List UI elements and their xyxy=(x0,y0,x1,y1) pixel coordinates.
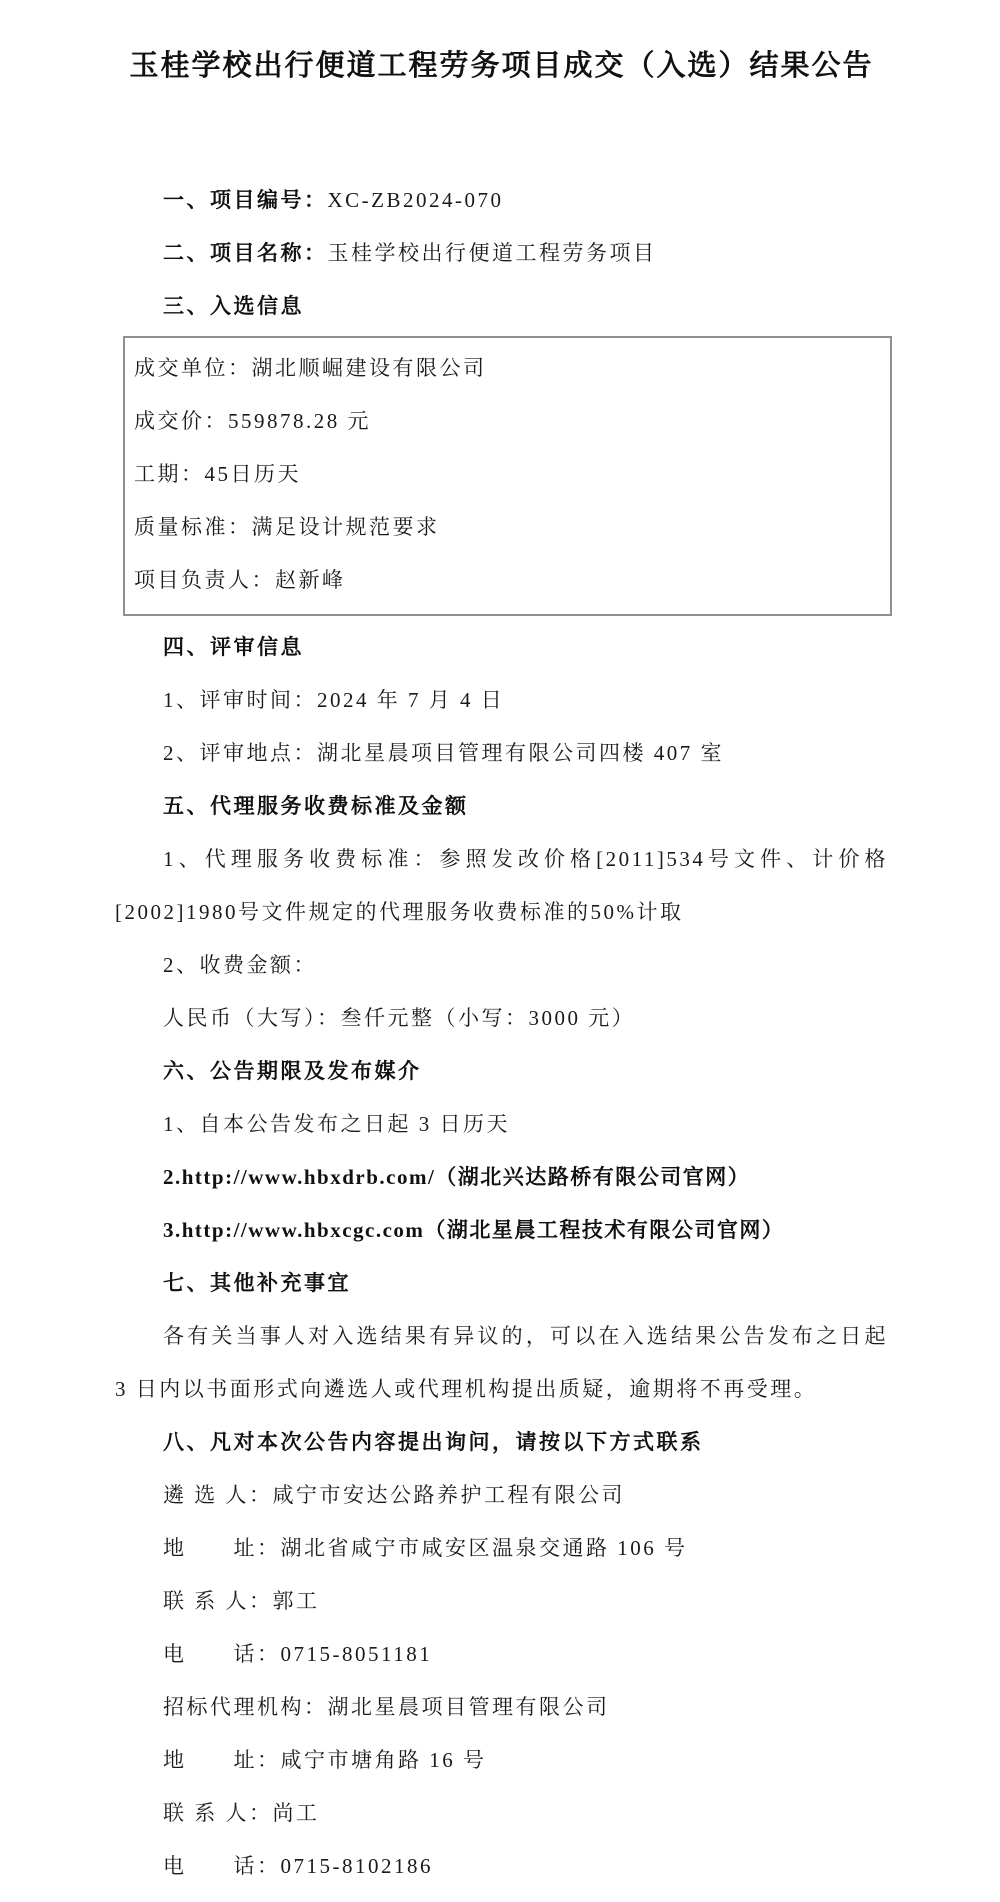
document-paragraph xyxy=(115,939,888,992)
paragraph-text: XC-ZB2024-070 xyxy=(327,188,504,212)
info-box-label: 工期： xyxy=(134,462,205,486)
info-box-value: 满足设计规范要求 xyxy=(251,515,440,539)
paragraph-heading: 二、项目名称： xyxy=(163,242,328,265)
info-box-row xyxy=(134,395,878,448)
paragraph-text: 地 址：湖北省咸宁市咸安区温泉交通路 106 号 xyxy=(163,1536,688,1560)
info-box-label: 成交价： xyxy=(134,409,228,433)
document-paragraph xyxy=(115,1045,888,1098)
info-box-value: 赵新峰 xyxy=(275,568,346,592)
document-paragraph xyxy=(115,1628,888,1681)
info-box-label: 项目负责人： xyxy=(134,568,275,592)
document-paragraph xyxy=(115,727,888,780)
paragraph-heading: 2.http://www.hbxdrb.com/（湖北兴达路桥有限公司官网） xyxy=(163,1165,751,1189)
document-paragraph xyxy=(115,227,888,280)
paragraph-heading: 一、项目编号： xyxy=(163,189,328,212)
paragraph-text: 玉桂学校出行便道工程劳务项目 xyxy=(327,241,657,265)
paragraph-text: 联 系 人：郭工 xyxy=(163,1589,320,1613)
body-paragraphs xyxy=(115,621,896,1893)
paragraph-text: 2、收费金额： xyxy=(163,953,317,977)
paragraph-text: 电 话：0715-8051181 xyxy=(163,1642,433,1666)
document-paragraph xyxy=(115,621,888,674)
document-paragraph xyxy=(115,992,888,1045)
selection-info-box xyxy=(123,336,892,616)
paragraph-text: 电 话：0715-8102186 xyxy=(163,1854,433,1878)
document-paragraph xyxy=(115,280,888,333)
info-box-label: 质量标准： xyxy=(134,515,252,539)
paragraph-heading: 六、公告期限及发布媒介 xyxy=(163,1060,422,1083)
paragraph-text: 各有关当事人对入选结果有异议的，可以在入选结果公告发布之日起 3 日内以书面形式向遴选人或代理机构提出质疑，逾期将不再受理。 xyxy=(115,1324,896,1401)
paragraph-heading: 五、代理服务收费标准及金额 xyxy=(163,795,469,818)
paragraph-heading: 3.http://www.hbxcgc.com（湖北星晨工程技术有限公司官网） xyxy=(163,1218,785,1242)
document-paragraph xyxy=(115,1840,888,1893)
info-box-value: 45日历天 xyxy=(204,462,301,486)
paragraph-heading: 四、评审信息 xyxy=(163,636,304,659)
document-paragraph xyxy=(115,1469,888,1522)
info-box-label: 成交单位： xyxy=(134,356,252,380)
paragraph-text: 1、代理服务收费标准：参照发改价格[2011]534号文件、计价格[2002]1980号文件规定的代理服务收费标准的50%计取 xyxy=(115,847,888,924)
paragraph-text: 1、自本公告发布之日起 3 日历天 xyxy=(163,1112,510,1136)
document-paragraph xyxy=(115,1734,888,1787)
paragraph-heading: 八、凡对本次公告内容提出询问，请按以下方式联系 xyxy=(163,1431,704,1454)
document-paragraph xyxy=(115,780,888,833)
paragraph-text: 人民币（大写）：叁仟元整（小写：3000 元） xyxy=(163,1006,636,1030)
intro-paragraphs xyxy=(115,174,888,333)
document-paragraph xyxy=(115,1098,888,1151)
document-paragraph xyxy=(115,1151,888,1204)
info-box-row xyxy=(134,554,878,607)
document-paragraph xyxy=(115,1522,888,1575)
document-paragraph xyxy=(115,174,888,227)
document-paragraph xyxy=(115,674,888,727)
document-paragraph xyxy=(115,833,888,939)
info-box-row xyxy=(134,448,878,501)
document-paragraph xyxy=(115,1681,888,1734)
info-box-value: 湖北顺崛建设有限公司 xyxy=(251,356,487,380)
document-paragraph xyxy=(115,1257,888,1310)
paragraph-heading: 七、其他补充事宜 xyxy=(163,1272,351,1295)
paragraph-text: 联 系 人：尚工 xyxy=(163,1801,320,1825)
paragraph-text: 2、评审地点：湖北星晨项目管理有限公司四楼 407 室 xyxy=(163,741,724,765)
paragraph-text: 遴 选 人：咸宁市安达公路养护工程有限公司 xyxy=(163,1483,625,1507)
paragraph-text: 地 址：咸宁市塘角路 16 号 xyxy=(163,1748,487,1772)
document-paragraph xyxy=(115,1310,896,1416)
info-box-row xyxy=(134,501,878,554)
paragraph-heading: 三、入选信息 xyxy=(163,295,304,318)
document-paragraph xyxy=(115,1575,888,1628)
document-paragraph xyxy=(115,1204,888,1257)
paragraph-text: 招标代理机构：湖北星晨项目管理有限公司 xyxy=(163,1695,610,1719)
info-box-value: 559878.28 元 xyxy=(228,409,371,433)
document-paragraph xyxy=(115,1787,888,1840)
paragraph-text: 1、评审时间：2024 年 7 月 4 日 xyxy=(163,688,505,712)
document-paragraph xyxy=(115,1416,888,1469)
page-title: 玉桂学校出行便道工程劳务项目成交（入选）结果公告 xyxy=(129,50,874,82)
info-box-row xyxy=(134,342,878,395)
